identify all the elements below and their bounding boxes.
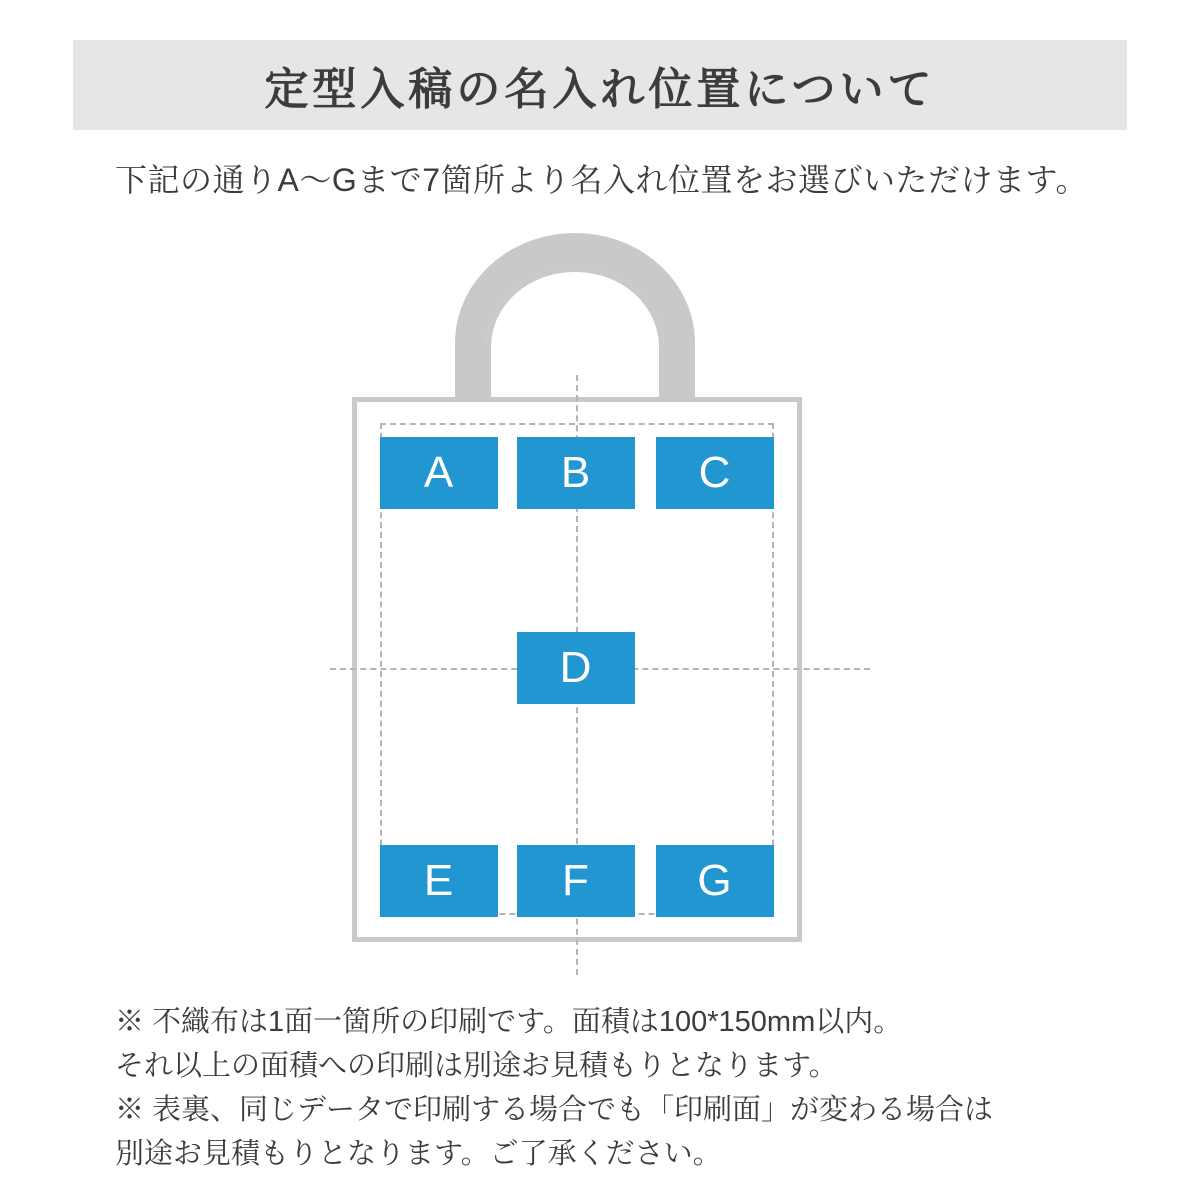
print-position-b[interactable]: B — [517, 437, 635, 509]
print-position-f[interactable]: F — [517, 845, 635, 917]
lead-text: 下記の通りA〜Gまで7箇所より名入れ位置をお選びいただけます。 — [115, 162, 1088, 198]
footer-notes — [115, 1000, 1115, 1176]
tote-bag-print-position-diagram — [300, 225, 900, 985]
note-line-3: ※ 表裏、同じデータで印刷する場合でも「印刷面」が変わる場合は — [115, 1094, 994, 1126]
print-position-g[interactable]: G — [656, 845, 774, 917]
page-title: 定型入稿の名入れ位置について — [264, 65, 936, 114]
print-position-a[interactable]: A — [380, 437, 498, 509]
note-line-4: 別途お見積もりとなります。ご了承ください。 — [115, 1138, 722, 1170]
print-position-e[interactable]: E — [380, 845, 498, 917]
print-position-d[interactable]: D — [517, 632, 635, 704]
print-position-c[interactable]: C — [656, 437, 774, 509]
note-line-1: ※ 不織布は1面一箇所の印刷です。面積は100*150mm以内。 — [115, 1006, 903, 1038]
note-line-2: それ以上の面積への印刷は別途お見積もりとなります。 — [115, 1050, 838, 1082]
header-band — [73, 40, 1127, 130]
